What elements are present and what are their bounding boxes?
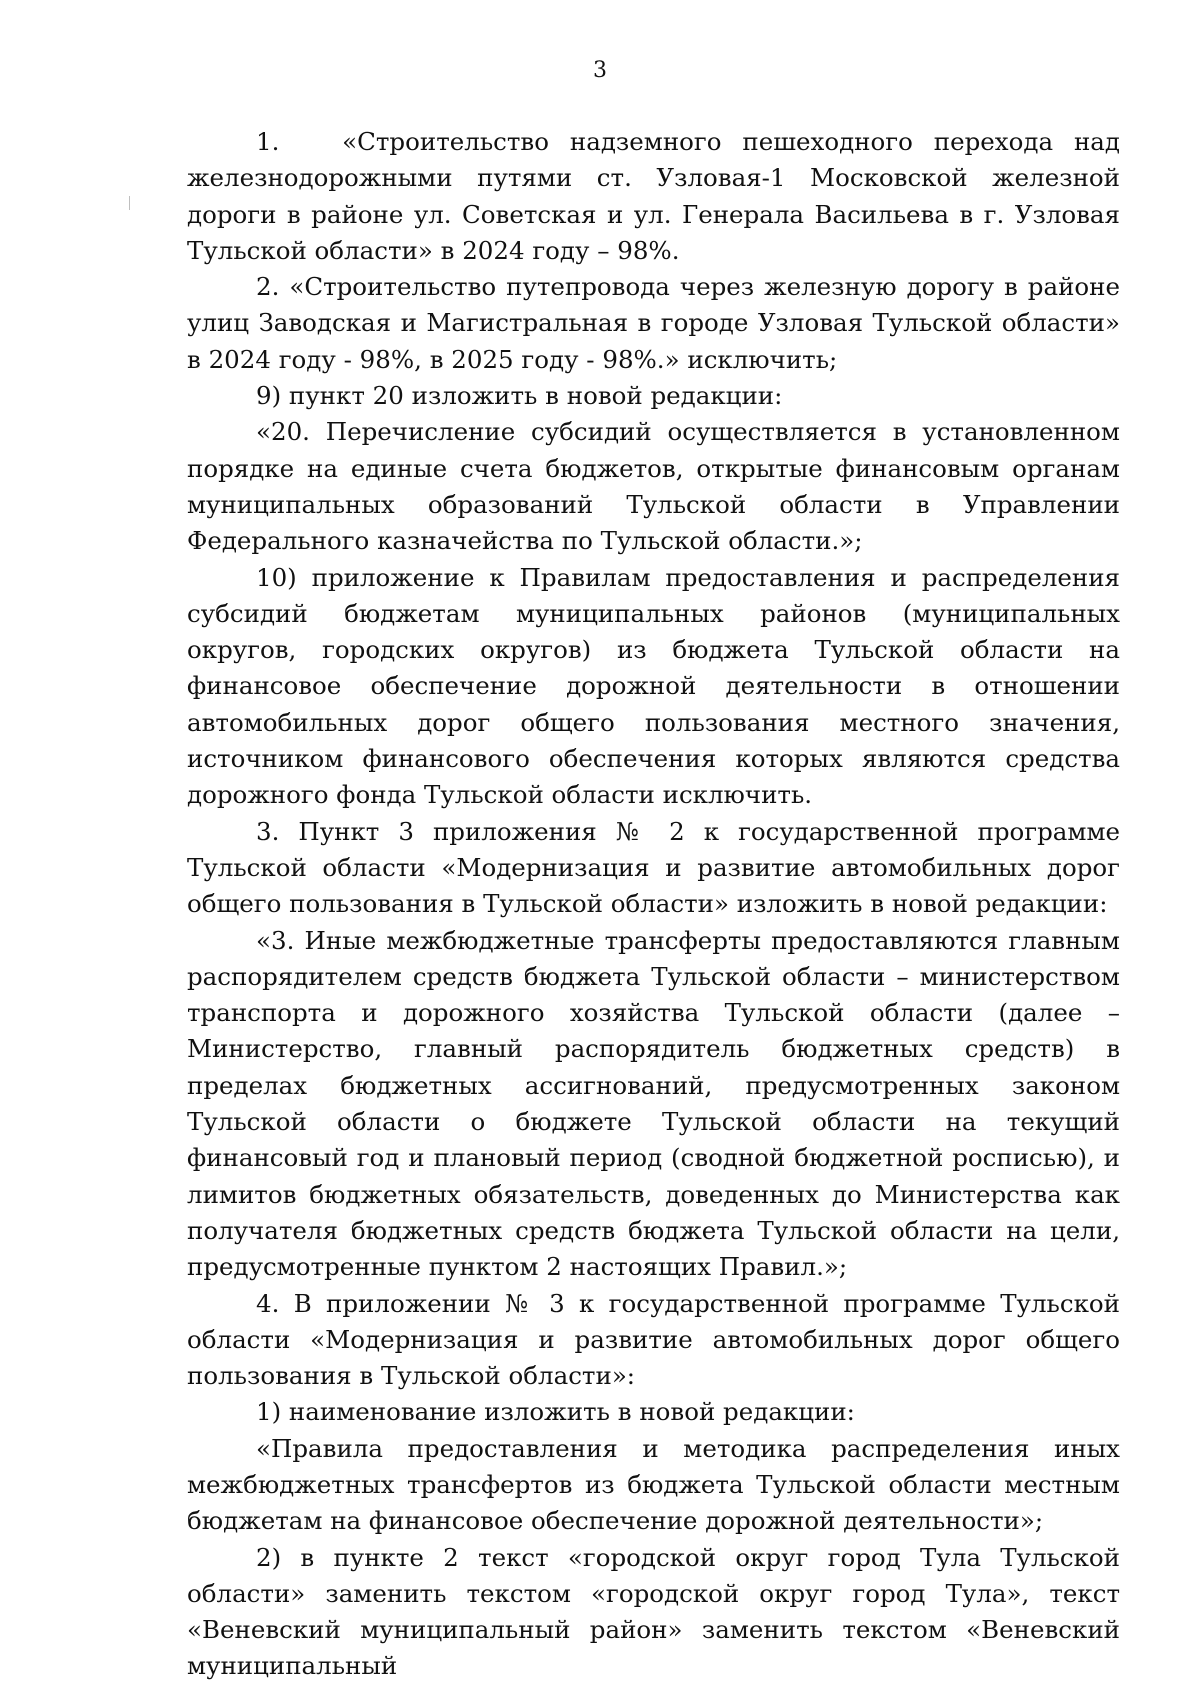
paragraph-item-1: 1. «Строительство надземного пешеходного перехода над железнодорожными путями ст. Узловая-1 Московской железной дороги в районе ул. Советская и ул. Генерала Васильева в г. Узловая Тульской области» в 2024 году – 98%. xyxy=(187,127,1120,265)
document-body xyxy=(187,124,1120,1685)
paragraph-subpoint-1: 1) наименование изложить в новой редакции: xyxy=(256,1397,855,1427)
paragraph-section-4: 4. В приложении № 3 к государственной программе Тульской области «Модернизация и развитие автомобильных дорог общего пользования в Тульской области»: xyxy=(187,1288,1120,1391)
paragraph-point-9: 9) пункт 20 изложить в новой редакции: xyxy=(256,381,783,411)
paragraph-item-2: 2. «Строительство путепровода через железную дорогу в районе улиц Заводская и Магистральная в городе Узловая Тульской области» в 2024 году - 98%, в 2025 году - 98%.» исключить; xyxy=(187,272,1120,374)
paragraph-point-10: 10) приложение к Правилам предоставления и распределения субсидий бюджетам муниципальных районов (муниципальных округов, городских округов) из бюджета Тульской области на финансовое обеспечение дорожной деятельности в отношении автомобильных дорог общего пользования местного значения, источником финансового обеспечения которых являются средства дорожного фонда Тульской области исключить. xyxy=(187,562,1120,810)
page-number: 3 xyxy=(593,58,607,83)
paragraph-subpoint-2: 2) в пункте 2 текст «городской округ город Тула Тульской области» заменить текстом «городской округ город Тула», текст «Веневский муниципальный район» заменить текстом «Веневский муниципальный xyxy=(187,1542,1120,1681)
paragraph-section-3: 3. Пункт 3 приложения № 2 к государственной программе Тульской области «Модернизация и развитие автомобильных дорог общего пользования в Тульской области» изложить в новой редакции: xyxy=(187,816,1120,919)
paragraph-point-20-text: «20. Перечисление субсидий осуществляется в установленном порядке на единые счета бюджетов, открытые финансовым органам муниципальных образований Тульской области в Управлении Федерального казначейства по Тульской области.»; xyxy=(187,417,1120,556)
margin-mark xyxy=(129,196,130,210)
paragraph-rules-title: «Правила предоставления и методика распределения иных межбюджетных трансфертов из бюджета Тульской области местным бюджетам на финансовое обеспечение дорожной деятельности»; xyxy=(187,1433,1120,1536)
paragraph-section-3-text: «3. Иные межбюджетные трансферты предоставляются главным распорядителем средств бюджета Тульской области – министерством транспорта и дорожного хозяйства Тульской области (далее – Министерство, главный распорядитель бюджетных средств) в пределах бюджетных ассигнований, предусмотренных законом Тульской области о бюджете Тульской области на текущий финансовый год и плановый период (сводной бюджетной росписью), и лимитов бюджетных обязательств, доведенных до Министерства как получателя бюджетных средств бюджета Тульской области на цели, предусмотренные пунктом 2 настоящих Правил.»; xyxy=(187,925,1120,1282)
